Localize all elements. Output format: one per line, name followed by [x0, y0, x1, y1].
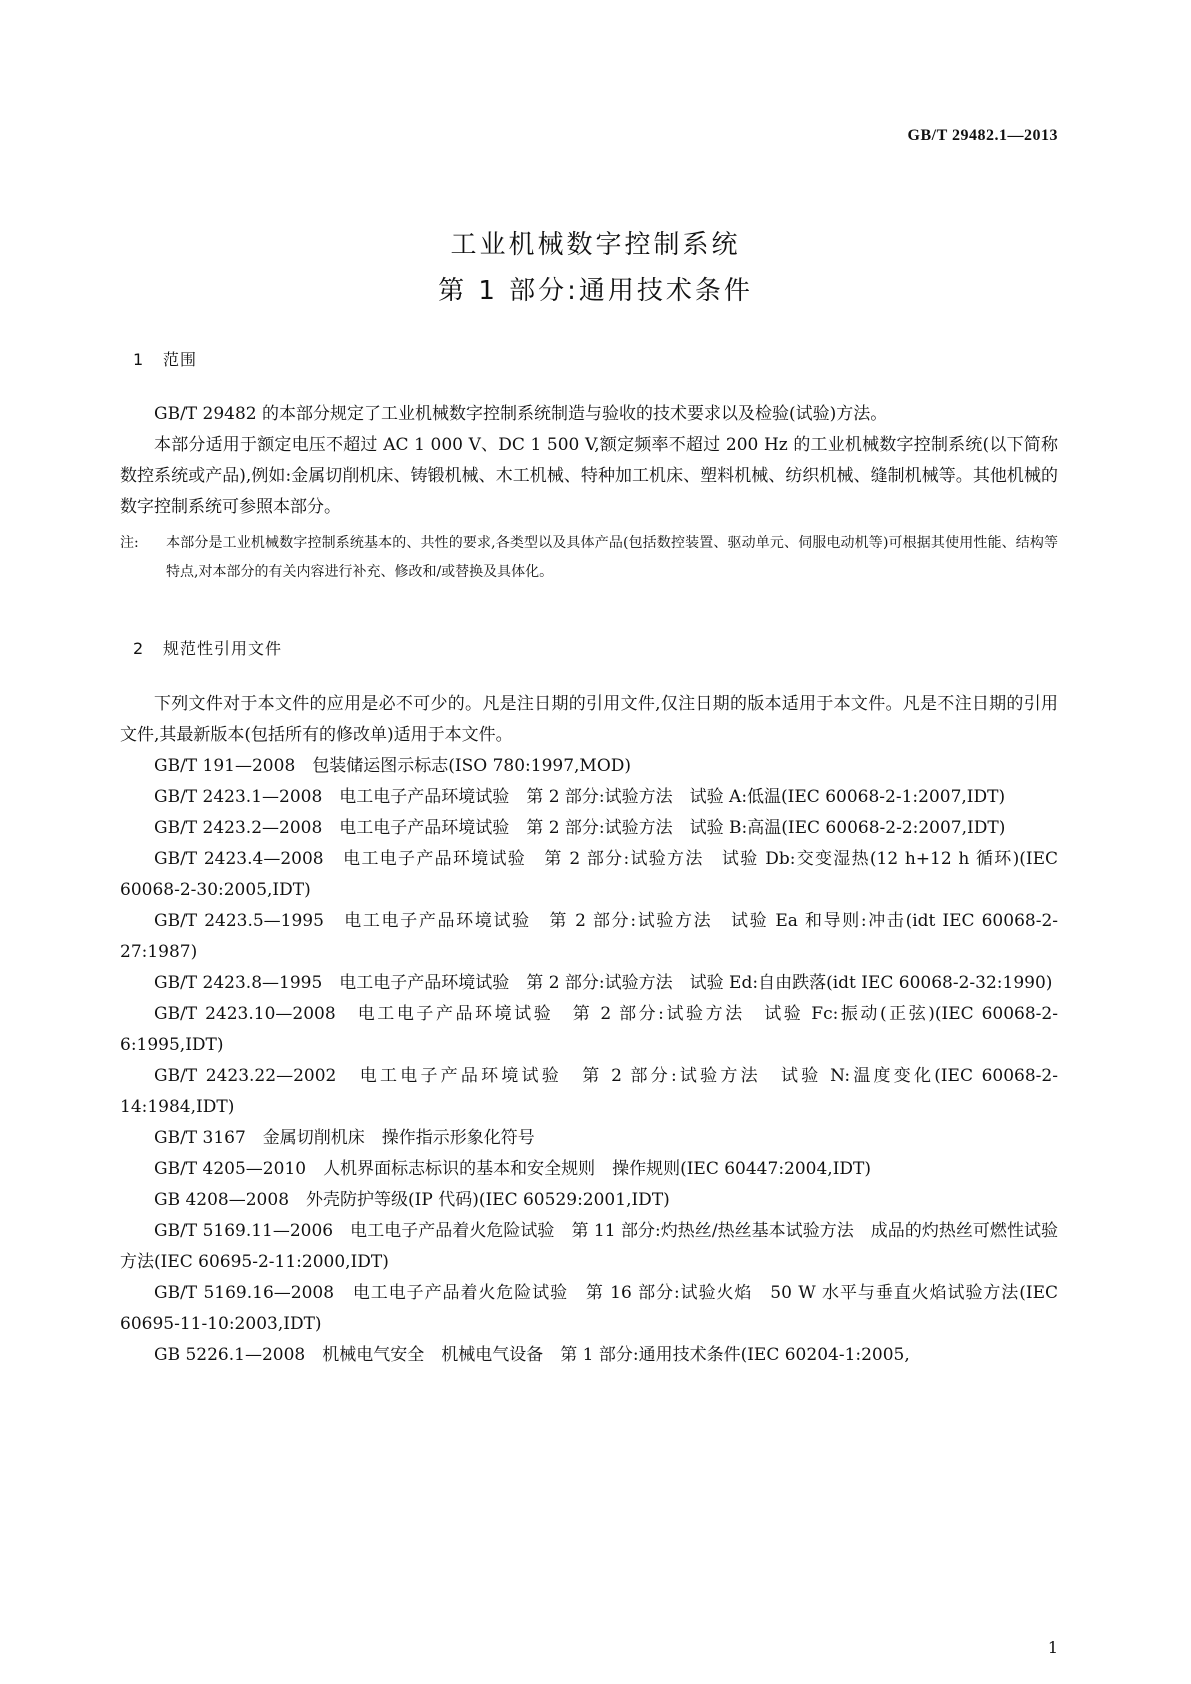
reference-item: GB/T 2423.1—2008 电工电子产品环境试验 第 2 部分:试验方法 试验 A:低温(IEC 60068-2-1:2007,IDT): [154, 787, 1006, 807]
note-text: 本部分是工业机械数字控制系统基本的、共性的要求,各类型以及具体产品(包括数控装置、驱动单元、伺服电动机等)可根据其使用性能、结构等特点,对本部分的有关内容进行补充、修改和/或替换及具体化。: [166, 535, 1058, 580]
reference-item: GB/T 5169.11—2006 电工电子产品着火危险试验 第 11 部分:灼热丝/热丝基本试验方法 成品的灼热丝可燃性试验方法(IEC 60695-2-11:2000,IDT): [120, 1221, 1058, 1272]
document-title-line2: 第 1 部分:通用技术条件: [438, 276, 753, 306]
section-title: 规范性引用文件: [163, 639, 283, 658]
reference-item: GB 4208—2008 外壳防护等级(IP 代码)(IEC 60529:2001,IDT): [154, 1190, 670, 1210]
section-1-heading: [133, 347, 197, 370]
reference-item: GB/T 2423.5—1995 电工电子产品环境试验 第 2 部分:试验方法 试验 Ea 和导则:冲击(idt IEC 60068-2-27:1987): [120, 911, 1058, 962]
reference-item: GB/T 2423.22—2002 电工电子产品环境试验 第 2 部分:试验方法 试验 N:温度变化(IEC 60068-2-14:1984,IDT): [120, 1066, 1058, 1117]
section-number: 1: [133, 350, 145, 369]
reference-item: GB/T 3167 金属切削机床 操作指示形象化符号: [154, 1128, 535, 1148]
reference-item: GB 5226.1—2008 机械电气安全 机械电气设备 第 1 部分:通用技术条件(IEC 60204-1:2005,: [154, 1345, 910, 1365]
paragraph: 下列文件对于本文件的应用是必不可少的。凡是注日期的引用文件,仅注日期的版本适用于本文件。凡是不注日期的引用文件,其最新版本(包括所有的修改单)适用于本文件。: [120, 694, 1058, 745]
reference-item: GB/T 5169.16—2008 电工电子产品着火危险试验 第 16 部分:试验火焰 50 W 水平与垂直火焰试验方法(IEC 60695-11-10:2003,IDT): [120, 1283, 1058, 1334]
section-2-heading: [133, 636, 282, 659]
reference-item: GB/T 191—2008 包装储运图示标志(ISO 780:1997,MOD): [154, 756, 632, 776]
reference-item: GB/T 4205—2010 人机界面标志标识的基本和安全规则 操作规则(IEC 60447:2004,IDT): [154, 1159, 872, 1179]
note: [120, 529, 1058, 587]
reference-item: GB/T 2423.10—2008 电工电子产品环境试验 第 2 部分:试验方法 试验 Fc:振动(正弦)(IEC 60068-2-6:1995,IDT): [120, 1004, 1058, 1055]
section-1-body: [120, 399, 1058, 587]
paragraph: GB/T 29482 的本部分规定了工业机械数字控制系统制造与验收的技术要求以及检验(试验)方法。: [154, 404, 888, 424]
document-title-line1: 工业机械数字控制系统: [450, 230, 741, 260]
note-label: 注:: [120, 535, 139, 551]
section-2-body: [120, 689, 1058, 1371]
paragraph: 本部分适用于额定电压不超过 AC 1 000 V、DC 1 500 V,额定频率不超过 200 Hz 的工业机械数字控制系统(以下简称数控系统或产品),例如:金属切削机床、铸锻机械、木工机械、特种加工机床、塑料机械、纺织机械、缝制机械等。其他机械的数字控制系统可参照本部分。: [120, 435, 1058, 517]
reference-item: GB/T 2423.2—2008 电工电子产品环境试验 第 2 部分:试验方法 试验 B:高温(IEC 60068-2-2:2007,IDT): [154, 818, 1006, 838]
section-title: 范围: [163, 350, 198, 369]
reference-item: GB/T 2423.4—2008 电工电子产品环境试验 第 2 部分:试验方法 试验 Db:交变湿热(12 h+12 h 循环)(IEC 60068-2-30:2005,IDT): [120, 849, 1058, 900]
reference-item: GB/T 2423.8—1995 电工电子产品环境试验 第 2 部分:试验方法 试验 Ed:自由跌落(idt IEC 60068-2-32:1990): [154, 973, 1053, 993]
page-number: 1: [1047, 1638, 1058, 1657]
section-number: 2: [133, 639, 145, 658]
standard-code: GB/T 29482.1—2013: [907, 127, 1058, 144]
